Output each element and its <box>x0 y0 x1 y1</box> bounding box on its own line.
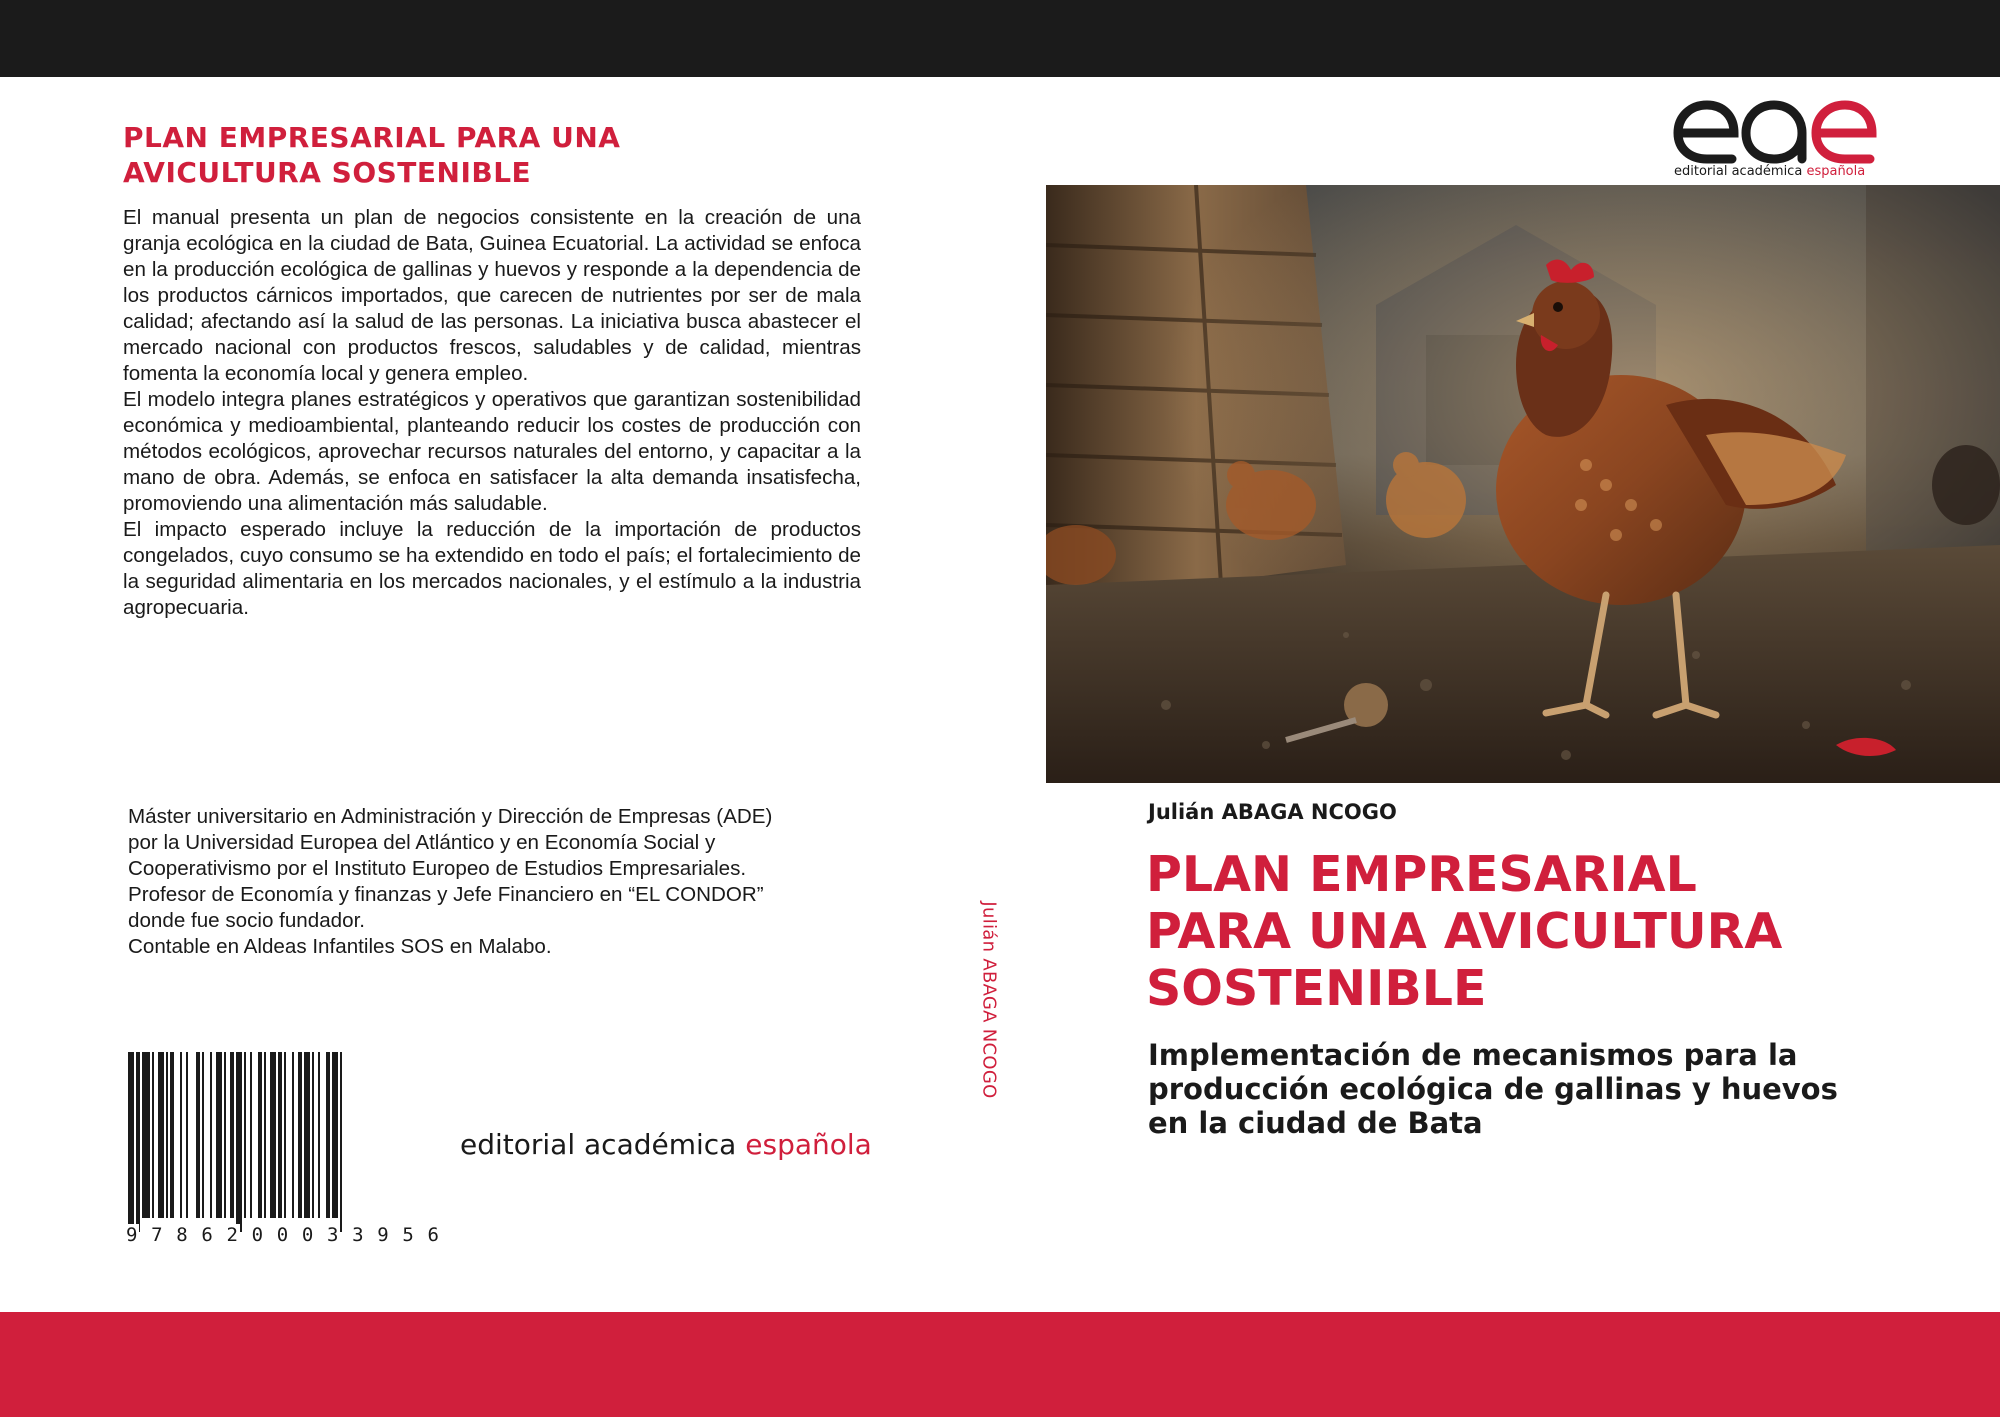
back-cover-title <box>123 120 843 190</box>
barcode-bar <box>142 1052 150 1218</box>
barcode-digit: 9 <box>126 1224 138 1246</box>
barcode-bar <box>264 1052 266 1218</box>
barcode-bar <box>292 1052 294 1218</box>
hen-farmyard-illustration <box>1046 185 2000 783</box>
barcode-digit: 0 <box>276 1224 289 1246</box>
barcode-bars <box>120 1052 445 1232</box>
barcode-bar <box>332 1052 338 1218</box>
bio-line: Máster universitario en Administración y Dirección de Empresas (ADE) <box>128 805 773 828</box>
front-subtitle <box>1148 1038 1968 1140</box>
cover-photo-hen <box>1046 185 2000 783</box>
logo-caption-prefix: editorial académica <box>1674 164 1803 179</box>
barcode-bar <box>224 1052 226 1218</box>
front-author: Julián ABAGA NCOGO <box>1148 800 1397 824</box>
bottom-band <box>0 1312 2000 1417</box>
barcode-bar <box>210 1052 212 1218</box>
barcode-digit: 6 <box>427 1224 439 1246</box>
description-paragraph: El manual presenta un plan de negocios consistente en la creación de una granja ecológica en la ciudad de Bata, Guinea Ecuatorial. La actividad se enfoca en la producción ecológica de gallinas y huevos y responde a la dependencia de los productos cárnicos importados, que carecen de nutrientes por ser de mala calidad; afectando así la salud de las personas. La iniciativa busca abastecer el mercado nacional con productos frescos, saludables y de calidad, mientras fomenta la economía local y genera empleo. <box>123 206 861 385</box>
barcode-bar <box>304 1052 310 1218</box>
barcode-bar <box>318 1052 320 1218</box>
barcode-bar <box>298 1052 302 1218</box>
logo-caption-accent: española <box>1806 164 1866 179</box>
barcode-bar <box>244 1052 246 1218</box>
barcode-digit: 3 <box>352 1224 364 1246</box>
barcode-digit: 2 <box>226 1224 238 1246</box>
barcode-bar <box>158 1052 164 1218</box>
barcode-bar <box>152 1052 154 1218</box>
barcode-digit: 3 <box>327 1224 339 1246</box>
isbn-barcode <box>120 1052 445 1248</box>
barcode-bar <box>170 1052 174 1218</box>
bio-line: donde fue socio fundador. <box>128 909 366 932</box>
front-title-line: SOSTENIBLE <box>1146 960 1487 1017</box>
barcode-bar <box>326 1052 330 1218</box>
front-title-line: PLAN EMPRESARIAL <box>1146 846 1697 903</box>
eae-logo-icon <box>1672 95 1884 165</box>
barcode-bar <box>250 1052 252 1218</box>
barcode-bar <box>230 1052 234 1218</box>
front-title-line: PARA UNA AVICULTURA <box>1146 903 1783 960</box>
description-paragraph: El impacto esperado incluye la reducción de la importación de productos congelados, cuyo consumo se ha extendido en todo el país; el fortalecimiento de la seguridad alimentaria en los mercados nacionales, y el estímulo a la industria agropecuaria. <box>123 518 861 619</box>
barcode-bar <box>312 1052 314 1218</box>
front-subtitle-line: producción ecológica de gallinas y huevos <box>1148 1072 1838 1106</box>
barcode-bar <box>180 1052 182 1218</box>
barcode-bar <box>258 1052 262 1218</box>
barcode-bar <box>284 1052 286 1218</box>
front-subtitle-line: en la ciudad de Bata <box>1148 1106 1483 1140</box>
barcode-bar <box>236 1052 242 1232</box>
barcode-bar <box>216 1052 222 1218</box>
barcode-bar <box>196 1052 200 1218</box>
barcode-digit: 0 <box>251 1224 264 1246</box>
back-title-line-1: PLAN EMPRESARIAL PARA UNA <box>123 121 621 154</box>
barcode-digit: 9 <box>377 1224 389 1246</box>
logo-caption <box>1674 164 1886 179</box>
barcode-bar <box>278 1052 282 1218</box>
bio-line: Contable en Aldeas Infantiles SOS en Malabo. <box>128 935 552 958</box>
description-paragraph: El modelo integra planes estratégicos y operativos que garantizan sostenibilidad económica y medioambiental, planteando reducir los costes de producción con métodos ecológicos, aprovechar recursos naturales del entorno, y capacitar a la mano de obra. Además, se enfoca en satisfacer la alta demanda insatisfecha, promoviendo una alimentación más saludable. <box>123 388 861 515</box>
barcode-bar <box>340 1052 342 1232</box>
spine-author: Julián ABAGA NCOGO <box>978 901 1000 1099</box>
barcode-bar <box>166 1052 168 1218</box>
barcode-digit: 0 <box>301 1224 314 1246</box>
author-bio <box>128 804 848 960</box>
barcode-bar <box>136 1052 140 1232</box>
back-title-line-2: AVICULTURA SOSTENIBLE <box>123 156 532 189</box>
barcode-bar <box>202 1052 204 1218</box>
bio-line: Profesor de Economía y finanzas y Jefe Financiero en “EL CONDOR” <box>128 883 764 906</box>
barcode-digit: 7 <box>151 1224 163 1246</box>
front-subtitle-line: Implementación de mecanismos para la <box>1148 1038 1798 1072</box>
front-title <box>1146 846 1966 1017</box>
publisher-accent: española <box>745 1128 872 1161</box>
barcode-bar <box>270 1052 276 1218</box>
barcode-digits <box>120 1224 445 1246</box>
barcode-digit: 5 <box>402 1224 414 1246</box>
barcode-bar <box>128 1052 134 1232</box>
bio-line: Cooperativismo por el Instituto Europeo de Estudios Empresariales. <box>128 857 747 880</box>
bio-line: por la Universidad Europea del Atlántico y en Economía Social y <box>128 831 716 854</box>
top-band <box>0 0 2000 77</box>
book-description <box>123 205 861 621</box>
barcode-bar <box>186 1052 188 1218</box>
barcode-digit: 8 <box>176 1224 188 1246</box>
publisher-name <box>460 1128 872 1161</box>
publisher-prefix: editorial académica <box>460 1128 737 1161</box>
barcode-digit: 6 <box>201 1224 213 1246</box>
